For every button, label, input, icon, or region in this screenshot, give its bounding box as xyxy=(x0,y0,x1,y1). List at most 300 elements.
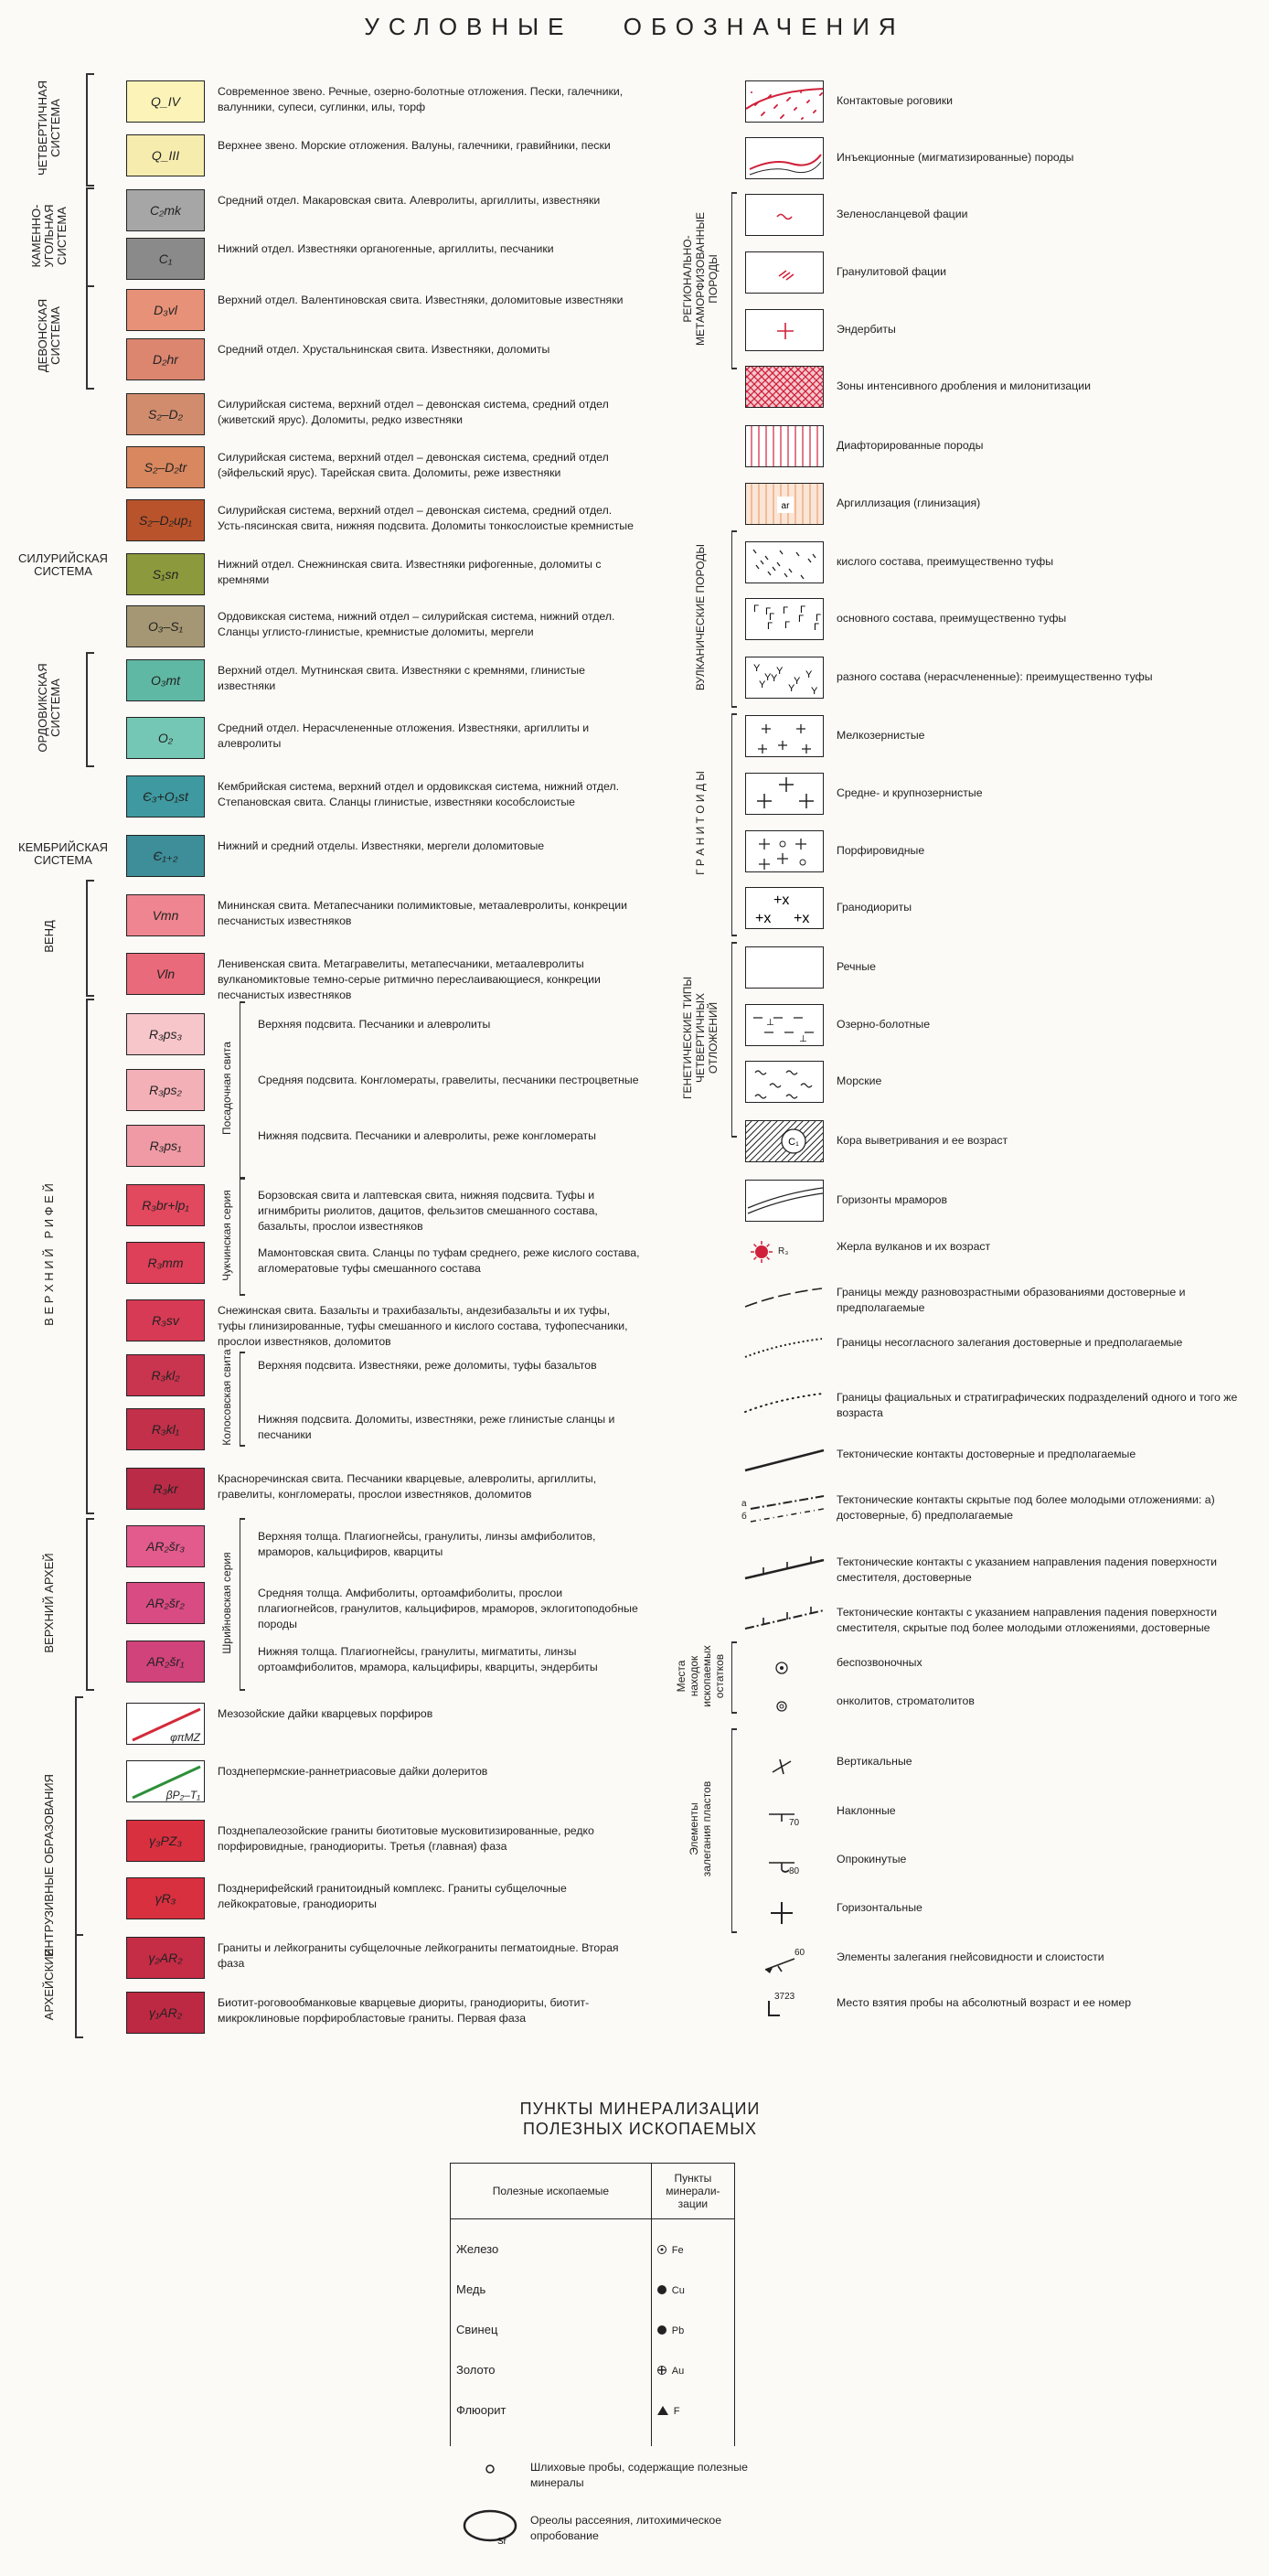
left-group-label xyxy=(43,1553,56,1652)
sea-pattern-icon xyxy=(746,1062,824,1103)
mineral-name: Железо xyxy=(451,2219,652,2270)
swatch-code: γR₃ xyxy=(155,1891,176,1906)
right-group-label-line: ВУЛКАНИЧЕСКИЕ ПОРОДЫ xyxy=(694,543,707,691)
pattern-box-inject xyxy=(745,137,824,179)
overturned-dip-icon xyxy=(741,1852,833,1883)
legend-swatch xyxy=(126,1184,205,1226)
legend-swatch xyxy=(126,659,205,701)
right-group-label-line: Места xyxy=(675,1660,688,1692)
mineralization-table xyxy=(450,2163,735,2446)
svg-text:Г: Г xyxy=(816,613,821,624)
pattern-box-contact xyxy=(745,80,824,123)
oncolite-icon xyxy=(741,1694,833,1725)
legend-description: Зоны интенсивного дробления и милонитизации xyxy=(837,379,1092,392)
legend-swatch xyxy=(126,1992,205,2034)
svg-text:+x: +x xyxy=(794,911,810,926)
svg-text:Г: Г xyxy=(769,612,774,623)
iron-icon xyxy=(657,2245,666,2254)
pattern-box-tuff-a xyxy=(745,541,824,583)
inclined-dip-icon xyxy=(741,1803,833,1834)
left-group-label-line: В Е Р Х Н И Й Р И Ф Е Й xyxy=(42,1183,56,1326)
mineral-symbol: Cu xyxy=(671,2284,685,2296)
legend-description: Кора выветривания и ее возраст xyxy=(837,1134,1008,1147)
pattern-box-tuff-b xyxy=(745,598,824,640)
legend-description: Силурийская система, верхний отдел – девонская система, средний отдел (эйфельский ярус). Тарейская свита. Доломиты, реже известняки xyxy=(218,451,609,479)
legend-badge: R₃ xyxy=(778,1246,789,1256)
horizontal-group-label: СИЛУРИЙСКАЯ СИСТЕМА xyxy=(18,551,108,578)
svg-text:Г: Г xyxy=(765,606,771,617)
column-header-points-line: минерали- xyxy=(666,2185,720,2197)
legend-description: Нижняя подсвита. Песчаники и алевролиты, реже конгломераты xyxy=(258,1129,597,1142)
svg-text:Y: Y xyxy=(776,666,784,677)
gold-icon xyxy=(657,2366,666,2375)
legend-description: Верхний отдел. Мутнинская свита. Известняки с кремнями, глинистые известняки xyxy=(218,664,585,692)
legend-description: Средний отдел. Нерасчлененные отложения. Известняки, аргиллиты и алевролиты xyxy=(218,721,590,750)
left-group-label-line: ВЕНД xyxy=(42,920,56,953)
table-row xyxy=(451,2309,735,2349)
pattern-box-plus-x xyxy=(745,887,824,929)
subgroup-brace xyxy=(240,1518,245,1691)
swatch-code: O₂ xyxy=(157,731,174,745)
ar-pattern-icon xyxy=(746,484,824,525)
legend-description: Нижний отдел. Известняки органогенные, аргиллиты, песчаники xyxy=(218,242,554,255)
legend-badge: 70 xyxy=(789,1818,800,1828)
table-row xyxy=(451,2389,735,2430)
legend-description: Диафторированные породы xyxy=(837,439,984,452)
svg-text:Y: Y xyxy=(794,676,801,687)
left-group-label-line: ЧЕТВЕРТИЧНАЯ xyxy=(36,80,49,176)
spacer-cell xyxy=(651,2430,734,2446)
legend-swatch xyxy=(126,1299,205,1341)
left-group-brace xyxy=(86,285,94,390)
tectonic-hidden-icon xyxy=(741,1492,833,1523)
svg-text:Sr: Sr xyxy=(497,2537,507,2547)
pattern-box-crosshatch xyxy=(745,366,824,408)
right-group-brace xyxy=(731,192,737,369)
svg-text:Y: Y xyxy=(811,686,818,697)
tectonic-dip-icon xyxy=(741,1555,833,1586)
legend-description: Гранулитовой фации xyxy=(837,265,946,278)
swatch-code: AR₂šr₁ xyxy=(146,1654,185,1669)
right-group-brace xyxy=(731,530,737,708)
legend-swatch xyxy=(126,1354,205,1396)
swatch-code: Q_III xyxy=(151,148,180,163)
right-group-label-line: ГЕНЕТИЧЕСКИЕ ТИПЫ xyxy=(681,977,694,1099)
legend-description: разного состава (нерасчлененные): преимущественно туфы xyxy=(837,670,1153,683)
swatch-code: R₃kl₂ xyxy=(151,1368,180,1383)
left-group-label xyxy=(43,920,56,953)
mineral-symbol: F xyxy=(673,2405,680,2417)
schlich-icon xyxy=(457,2454,521,2496)
legend-swatch xyxy=(126,189,205,231)
right-group-label-line: ОТЛОЖЕНИЙ xyxy=(707,1001,720,1074)
svg-text:⊥: ⊥ xyxy=(766,1018,774,1028)
legend-description: Жерла вулканов и их возраст xyxy=(837,1240,991,1253)
legend-badge: а б xyxy=(741,1499,747,1522)
swatch-code: Q_IV xyxy=(151,94,180,109)
copper-icon xyxy=(657,2285,666,2294)
svg-text:ar: ar xyxy=(781,501,790,511)
legend-description: Мининская свита. Метапесчаники полимиктовые, метаалевролиты, конкреции песчанистых известняков xyxy=(218,899,628,927)
legend-description: Верхняя подсвита. Известняки, реже доломиты, туфы базальтов xyxy=(258,1359,597,1372)
legend-swatch xyxy=(126,1013,205,1055)
tectonic-solid-icon xyxy=(741,1447,833,1478)
boundary-dotted-icon xyxy=(741,1335,833,1366)
swatch-code: C₁ xyxy=(158,251,173,266)
legend-description: Нижняя толща. Плагиогнейсы, гранулиты, мигматиты, линзы ортоамфиболитов, мрамора, кальцифиры, кварциты, эндербиты xyxy=(258,1645,598,1673)
legend-description: Силурийская система, верхний отдел – девонская система, средний отдел (живетский ярус). Доломиты, редко известняки xyxy=(218,398,609,426)
table-row xyxy=(451,2349,735,2389)
legend-description: Гранодиориты xyxy=(837,901,912,914)
invertebrate-icon xyxy=(741,1655,833,1686)
legend-description: Кембрийская система, верхний отдел и ордовикская система, нижний отдел. Степановская свита. Сланцы глинистые, известняки кособслоистые xyxy=(218,780,620,808)
contact-pattern-icon xyxy=(746,81,824,123)
column-header-points-line: зации xyxy=(677,2197,709,2210)
crust-pattern-icon xyxy=(746,1121,824,1162)
legend-description: Красноречинская свита. Песчаники кварцевые, алевролиты, аргиллиты, гравелиты, конгломераты, прослои известняков, доломитов xyxy=(218,1472,597,1501)
legend-description: Горизонты мраморов xyxy=(837,1193,948,1206)
swatch-code: AR₂šr₂ xyxy=(146,1596,185,1610)
swatch-code: γ₁AR₂ xyxy=(148,2005,183,2020)
swatch-code: Є₃+O₁st xyxy=(143,789,188,804)
mineral-name: Медь xyxy=(451,2269,652,2309)
legend-description: Снежинская свита. Базальты и трахибазальты, андезибазальты и их туфы, туфы глинизированные, туфы смешанного и кислого состава, туфопесчаники, прослои известняков, доломитов xyxy=(218,1304,628,1348)
svg-text:Y: Y xyxy=(753,663,761,674)
subgroup-brace xyxy=(240,1352,245,1447)
legend-swatch xyxy=(126,1408,205,1450)
dike-red-line-icon xyxy=(127,1704,206,1746)
swatch-code: O₃mt xyxy=(151,673,180,688)
legend-description: Позднерифейский гранитоидный комплекс. Граниты субщелочные лейкократовые, гранодиориты xyxy=(218,1882,567,1910)
left-group-brace xyxy=(86,187,94,287)
plus-red-pattern-icon xyxy=(746,310,824,351)
svg-text:+x: +x xyxy=(755,911,772,926)
legend-swatch xyxy=(126,1525,205,1567)
pattern-box-swamp xyxy=(745,1004,824,1046)
legend-description: Порфировидные xyxy=(837,844,925,857)
legend-swatch xyxy=(126,338,205,380)
svg-text:C₁: C₁ xyxy=(788,1137,799,1148)
subgroup-label: Чукчинская серия xyxy=(220,1189,233,1281)
swatch-code: AR₂šr₃ xyxy=(146,1539,185,1554)
legend-swatch xyxy=(126,446,205,488)
legend-swatch xyxy=(126,1820,205,1862)
svg-text:Y: Y xyxy=(788,683,795,694)
left-group-label-line: СИСТЕМА xyxy=(48,679,62,737)
inject-pattern-icon xyxy=(746,138,824,179)
legend-description: Верхняя толща. Плагиогнейсы, гранулиты, линзы амфиболитов, мраморов, кальцифиров, кварциты xyxy=(258,1530,596,1558)
swatch-code: R₃ps₁ xyxy=(149,1138,182,1153)
subgroup-brace xyxy=(240,1001,245,1179)
legend-swatch xyxy=(126,553,205,595)
legend-description: Элементы залегания гнейсовидности и слоистости xyxy=(837,1951,1104,1963)
pattern-box-blank xyxy=(745,946,824,989)
right-group-label-line: РЕГИОНАЛЬНО- xyxy=(681,235,694,323)
legend-description: Тектонические контакты с указанием направления падения поверхности сместителя, скрытые под более молодыми отложениями, достоверные xyxy=(837,1606,1217,1634)
left-group-label-line: ДЕВОНСКАЯ xyxy=(36,298,49,373)
legend-description: Тектонические контакты достоверные и предполагаемые xyxy=(837,1448,1136,1460)
pattern-box-plus-small xyxy=(745,715,824,757)
legend-swatch xyxy=(126,775,205,818)
legend-swatch xyxy=(126,605,205,647)
legend-swatch xyxy=(126,499,205,541)
swatch-code: S₂–D₂up₁ xyxy=(139,513,192,528)
legend-swatch xyxy=(126,80,205,123)
swatch-code: βP₂–T₁ xyxy=(165,1789,200,1801)
legend-description: Тектонические контакты с указанием направления падения поверхности сместителя, достоверные xyxy=(837,1555,1217,1584)
vertical-dip-icon xyxy=(741,1754,833,1785)
pattern-box-plus-big xyxy=(745,773,824,815)
horizontal-group-label: КЕМБРИЙСКАЯ СИСТЕМА xyxy=(18,840,108,867)
right-group-label-line: находок xyxy=(688,1655,700,1696)
left-group-label-line: ИНТРУЗИВНЫЕ ОБРАЗОВАНИЯ xyxy=(42,1774,56,1957)
legend-description: Нижний отдел. Снежнинская свита. Известняки рифогенные, доломиты с кремнями xyxy=(218,558,602,586)
legend-description: Позднепалеозойские граниты биотитовые мусковитизированные, редко порфировидные, гранодиориты. Третья (главная) фаза xyxy=(218,1824,594,1853)
blank-pattern-icon xyxy=(746,947,824,989)
legend-swatch xyxy=(126,238,205,280)
svg-text:Y: Y xyxy=(759,679,766,690)
right-group-label-line: Г Р А Н И Т О И Д Ы xyxy=(694,771,707,875)
swamp-pattern-icon xyxy=(746,1005,824,1046)
facies-boundary-icon xyxy=(741,1390,833,1421)
pattern-box-granul xyxy=(745,251,824,294)
marble-pattern-icon xyxy=(746,1181,824,1222)
swatch-code: S₁sn xyxy=(152,567,179,582)
pattern-box-vstripes xyxy=(745,425,824,467)
mineral-name: Флюорит xyxy=(451,2389,652,2430)
left-group-label-line: СИСТЕМА xyxy=(48,99,62,157)
legend-description: Борзовская свита и лаптевская свита, нижняя подсвита. Туфы и игнимбриты риолитов, дацитов, фельзитов смешанного состава, базальты, прослои известняков xyxy=(258,1189,598,1233)
swatch-code: γ₃PZ₃ xyxy=(149,1833,182,1848)
right-group-label-line: остатков xyxy=(713,1653,726,1698)
left-group-brace xyxy=(86,73,94,187)
svg-text:Г: Г xyxy=(814,622,819,633)
svg-text:Y: Y xyxy=(805,669,813,680)
plus-x-pattern-icon xyxy=(746,888,824,929)
subgroup-label: Колосовская свита xyxy=(220,1349,233,1446)
legend-description: основного состава, преимущественно туфы xyxy=(837,612,1067,625)
horizontal-dip-icon xyxy=(741,1900,833,1931)
legend-description: Речные xyxy=(837,960,876,973)
legend-swatch xyxy=(126,717,205,759)
tuff-b-pattern-icon xyxy=(746,599,824,640)
legend-description: Озерно-болотные xyxy=(837,1018,931,1031)
right-group-label-line: ЧЕТВЕРТИЧНЫХ xyxy=(694,992,707,1084)
svg-text:Y: Y xyxy=(771,673,778,684)
left-group-label-line: ОРДОВИКСКАЯ xyxy=(36,663,49,753)
boundary-dashed-icon xyxy=(741,1285,833,1316)
swatch-code: φπMZ xyxy=(170,1731,200,1744)
legend-swatch xyxy=(126,1468,205,1510)
pattern-box-ar xyxy=(745,483,824,525)
pattern-box-tuff-c xyxy=(745,657,824,699)
right-group-label xyxy=(681,212,720,346)
pattern-box-marble xyxy=(745,1180,824,1222)
table-spacer-row xyxy=(451,2430,735,2446)
left-group-label-line: СИСТЕМА xyxy=(55,206,69,265)
page-title: УСЛОВНЫЕ ОБОЗНАЧЕНИЯ xyxy=(364,13,905,40)
tuff-c-pattern-icon xyxy=(746,657,824,699)
legend-description: Контактовые роговики xyxy=(837,94,953,107)
legend-description: Силурийская система, верхний отдел – девонская система, средний отдел. Усть-пясинская свита, нижняя подсвита. Доломиты тонкослоистые кремнистые xyxy=(218,504,634,532)
left-group-label xyxy=(37,80,62,176)
right-group-brace xyxy=(731,1641,737,1714)
legend-swatch xyxy=(126,1641,205,1683)
left-group-label xyxy=(43,1183,56,1326)
legend-description: Морские xyxy=(837,1074,882,1087)
swatch-code: D₂hr xyxy=(153,352,178,367)
left-group-brace xyxy=(86,880,94,997)
legend-swatch xyxy=(126,953,205,995)
right-group-label xyxy=(675,1645,726,1706)
mineral-symbol: Pb xyxy=(671,2325,685,2336)
legend-swatch xyxy=(126,289,205,331)
legend-description: Современное звено. Речные, озерно-болотные отложения. Пески, галечники, валунники, супеси, суглинки, илы, торф xyxy=(218,85,624,113)
crosshatch-pattern-icon xyxy=(746,367,824,408)
legend-swatch xyxy=(126,1703,205,1745)
subgroup-brace xyxy=(240,1178,245,1296)
right-group-brace xyxy=(731,1728,737,1933)
swatch-code: S₂–D₂tr xyxy=(144,460,187,475)
left-group-brace xyxy=(86,999,94,1514)
right-group-brace xyxy=(731,713,737,936)
mineral-symbol: Fe xyxy=(671,2244,684,2256)
mineralization-title xyxy=(402,2099,878,2139)
legend-swatch xyxy=(126,1760,205,1802)
svg-text:⊥: ⊥ xyxy=(799,1034,807,1044)
right-group-label xyxy=(688,1781,713,1876)
right-group-label xyxy=(694,544,707,690)
legend-description: Нижняя подсвита. Доломиты, известняки, реже глинистые сланцы и песчаники xyxy=(258,1413,615,1441)
legend-description: Место взятия пробы на абсолютный возраст и ее номер xyxy=(837,1996,1132,2009)
left-group-label xyxy=(37,663,62,752)
legend-description: Опрокинутые xyxy=(837,1853,907,1865)
right-group-label-line: МЕТАМОРФИЗОВАННЫЕ xyxy=(694,212,707,346)
legend-description: Биотит-роговообманковые кварцевые диориты, гранодиориты, биотит-микроклиновые порфиробластовые граниты. Первая фаза xyxy=(218,1996,590,2025)
legend-badge: 80 xyxy=(789,1866,800,1876)
mineralization-note: Ореолы рассеяния, литохимическое опробование xyxy=(530,2514,722,2542)
legend-description: Ленивенская свита. Метагравелиты, метапесчаники, метаалевролиты вулканомиктовые темно-серые ритмично переслаивающиеся, конкреции песчанистых известняков xyxy=(218,957,601,1001)
table-row xyxy=(451,2219,735,2270)
mineralization-title-line: ПОЛЕЗНЫХ ИСКОПАЕМЫХ xyxy=(522,2120,758,2138)
legend-description: Зеленосланцевой фации xyxy=(837,208,968,220)
column-header-points-line: Пункты xyxy=(674,2172,712,2185)
column-header-points xyxy=(651,2164,734,2219)
column-header-minerals: Полезные ископаемые xyxy=(451,2164,652,2219)
swatch-code: R₃kr xyxy=(153,1481,178,1496)
mineralization-title-line: ПУНКТЫ МИНЕРАЛИЗАЦИИ xyxy=(519,2100,761,2118)
wave-pattern-icon xyxy=(746,195,824,236)
halo-icon xyxy=(457,2507,521,2549)
swatch-code: Є₁₊₂ xyxy=(153,848,178,863)
swatch-code: Vmn xyxy=(152,908,179,923)
pattern-box-wave xyxy=(745,194,824,236)
mineral-symbol-cell xyxy=(651,2219,734,2270)
mineral-name: Золото xyxy=(451,2349,652,2389)
legend-description: Верхняя подсвита. Песчаники и алевролиты xyxy=(258,1018,491,1031)
legend-description: Вертикальные xyxy=(837,1755,912,1768)
mineral-symbol-cell xyxy=(651,2349,734,2389)
lead-icon xyxy=(657,2325,666,2335)
legend-description: Средне- и крупнозернистые xyxy=(837,786,983,799)
legend-badge: 3723 xyxy=(774,1992,795,2002)
legend-swatch xyxy=(126,134,205,176)
mineral-symbol-cell xyxy=(651,2389,734,2430)
plus-small-pattern-icon xyxy=(746,716,824,757)
swatch-code: R₃ps₂ xyxy=(149,1083,182,1097)
mineral-symbol-cell xyxy=(651,2309,734,2349)
legend-swatch xyxy=(126,1069,205,1111)
subgroup-label: Шрийновская серия xyxy=(220,1551,233,1654)
legend-description: Мамонтовская свита. Сланцы по туфам среднего, реже кислого состава, агломератовые туфы смешанного состава xyxy=(258,1246,640,1275)
legend-description: Мезозойские дайки кварцевых порфиров xyxy=(218,1707,433,1720)
svg-text:Y: Y xyxy=(764,672,772,683)
svg-text:Г: Г xyxy=(783,605,788,616)
legend-description: Средняя подсвита. Конгломераты, гравелиты, песчаники пестроцветные xyxy=(258,1074,639,1086)
swatch-code: R₃kl₁ xyxy=(151,1422,180,1437)
left-group-label-line: СИСТЕМА xyxy=(48,306,62,365)
left-group-label xyxy=(30,204,69,267)
subgroup-label: Посадочная свита xyxy=(220,1042,233,1135)
svg-text:Г: Г xyxy=(767,621,773,632)
mineral-name: Свинец xyxy=(451,2309,652,2349)
legend-swatch xyxy=(126,1582,205,1624)
pattern-box-crust xyxy=(745,1120,824,1162)
legend-description: Границы несогласного залегания достоверные и предполагаемые xyxy=(837,1336,1183,1349)
legend-description: Средний отдел. Макаровская свита. Алевролиты, аргиллиты, известняки xyxy=(218,194,601,207)
mineral-symbol: Au xyxy=(671,2365,685,2377)
legend-swatch xyxy=(126,1877,205,1919)
legend-description: Аргиллизация (глинизация) xyxy=(837,497,981,509)
right-group-label-line: ПОРОДЫ xyxy=(707,254,720,304)
vstripes-pattern-icon xyxy=(746,426,824,467)
legend-description: кислого состава, преимущественно туфы xyxy=(837,555,1054,568)
legend-description: Позднепермские-раннетриасовые дайки долеритов xyxy=(218,1765,488,1778)
legend-description: Средний отдел. Хрустальнинская свита. Известняки, доломиты xyxy=(218,343,550,356)
legend-swatch xyxy=(126,1242,205,1284)
left-group-brace xyxy=(75,1934,83,2038)
granul-pattern-icon xyxy=(746,252,824,294)
spacer-cell xyxy=(451,2430,652,2446)
legend-swatch xyxy=(126,894,205,936)
swatch-code: R₃br+lp₁ xyxy=(142,1198,189,1213)
legend-description: Верхнее звено. Морские отложения. Валуны, галечники, гравийники, пески xyxy=(218,139,611,152)
left-group-label-line: ВЕРХНИЙ АРХЕЙ xyxy=(42,1552,56,1653)
swatch-code: R₃ps₃ xyxy=(149,1027,182,1042)
swatch-code: C₂mk xyxy=(149,203,182,218)
swatch-code: γ₂AR₂ xyxy=(148,1951,183,1965)
swatch-code: R₃mm xyxy=(147,1256,184,1270)
left-group-label-line: АРХЕЙСКИЕ xyxy=(42,1948,56,2021)
tuff-a-pattern-icon xyxy=(746,542,824,583)
plus-big-pattern-icon xyxy=(746,774,824,815)
swatch-code: O₃–S₁ xyxy=(148,619,183,634)
pattern-box-sea xyxy=(745,1061,824,1103)
mineral-symbol-cell xyxy=(651,2269,734,2309)
svg-text:Г: Г xyxy=(784,620,790,631)
legend-description: Наклонные xyxy=(837,1804,896,1817)
left-group-brace xyxy=(86,652,94,767)
tectonic-dip-hidden-icon xyxy=(741,1605,833,1636)
right-group-label xyxy=(681,977,720,1099)
swatch-code: Vln xyxy=(155,967,176,981)
gneiss-dip-icon xyxy=(741,1950,833,1981)
legend-description: Эндербиты xyxy=(837,323,896,336)
legend-description: Границы фациальных и стратиграфических подразделений одного и того же возраста xyxy=(837,1391,1238,1419)
legend-description: Ордовикская система, нижний отдел – силурийская система, нижний отдел. Сланцы углисто-глинистые, кремнистые доломиты, мергели xyxy=(218,610,615,638)
mineralization-note: Шлиховые пробы, содержащие полезные минералы xyxy=(530,2461,748,2489)
legend-description: Тектонические контакты скрытые под более молодыми отложениями: а) достоверные, б) предполагаемые xyxy=(837,1493,1215,1522)
